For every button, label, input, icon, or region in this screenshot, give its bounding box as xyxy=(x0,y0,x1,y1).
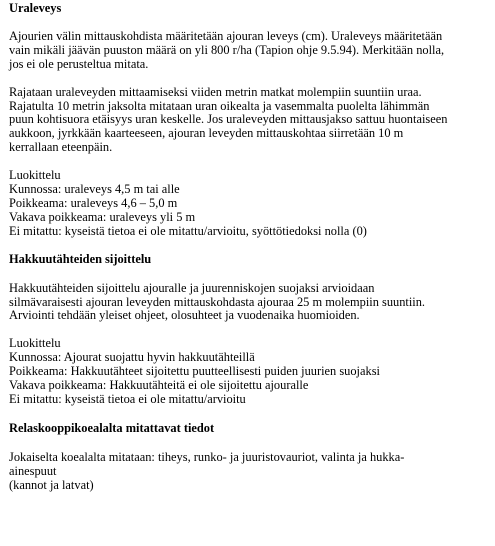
classification-item: Vakava poikkeama: Hakkuutähteitä ei ole sijoitettu ajouralle xyxy=(9,378,309,393)
text-line: Ajourien välin mittauskohdista määritetään ajouran leveys (cm). Uraleveys määritetään xyxy=(9,28,443,43)
text-line: Arviointi tehdään yleiset ohjeet, olosuhteet ja vuodenaika huomioiden. xyxy=(9,308,360,323)
text-line: puun kohtisuora etäisyys uran keskelle. Jos uraleveyden mittausjakso sattuu huontaiseen xyxy=(9,112,448,127)
text-line: aukkoon, jyrkkään kaarteeseen, ajouran leveyden mittauskohtaa siirretään 10 m xyxy=(9,126,404,141)
relaskooppi-body-paragraph xyxy=(9,451,489,493)
classification-item: Vakava poikkeama: uraleveys yli 5 m xyxy=(9,209,196,224)
text-line: Jokaiselta koealalta mitataan: tiheys, runko- ja juuristovauriot, valinta ja hukka- xyxy=(9,449,405,464)
text-line: (kannot ja latvat) xyxy=(9,477,94,492)
hakkuutahteet-classification-list xyxy=(9,337,489,407)
text-line: silmävaraisesti ajouran leveyden mittauskohdasta ajouraa 25 m molempiin suuntiin. xyxy=(9,294,426,309)
text-line: jos ei ole perusteltua mitata. xyxy=(9,56,149,71)
classification-item: Ei mitattu: kyseistä tietoa ei ole mitattu/arvioitu, syöttötiedoksi nolla (0) xyxy=(9,223,367,238)
classification-title: Luokittelu xyxy=(9,168,61,183)
section-heading-uraleveys: Uraleveys xyxy=(9,1,62,15)
text-line: Rajataan uraleveyden mittaamiseksi viiden metrin matkat molempiin suuntiin uraa. xyxy=(9,84,422,99)
text-line: ainespuut xyxy=(9,463,57,478)
uraleveys-intro-paragraph xyxy=(9,30,489,72)
classification-item: Poikkeama: uraleveys 4,6 – 5,0 m xyxy=(9,195,178,210)
text-line: kerrallaan eteenpäin. xyxy=(9,140,113,155)
uraleveys-classification-list xyxy=(9,169,489,239)
classification-title: Luokittelu xyxy=(9,336,61,351)
classification-item: Ei mitattu: kyseistä tietoa ei ole mitattu/arvioitu xyxy=(9,391,246,406)
text-line: vain mikäli jäävän puuston määrä on yli 800 r/ha (Tapion ohje 9.5.94). Merkitään nolla, xyxy=(9,42,445,57)
document xyxy=(9,2,489,492)
hakkuutahteet-intro-paragraph xyxy=(9,282,489,324)
section-heading-relaskooppi: Relaskooppikoealalta mitattavat tiedot xyxy=(9,420,215,435)
text-line: Rajatulta 10 metrin jaksolta mitataan uran oikealta ja vasemmalta puolelta lähimmän xyxy=(9,98,430,113)
classification-item: Poikkeama: Hakkuutähteet sijoitettu puutteellisesti puiden juurien suojaksi xyxy=(9,364,380,379)
classification-item: Kunnossa: uraleveys 4,5 m tai alle xyxy=(9,182,180,197)
classification-item: Kunnossa: Ajourat suojattu hyvin hakkuutähteillä xyxy=(9,350,255,365)
text-line: Hakkuutähteiden sijoittelu ajouralle ja juurenniskojen suojaksi arvioidaan xyxy=(9,280,375,295)
uraleveys-method-paragraph xyxy=(9,86,489,156)
section-heading-hakkuutahteet: Hakkuutähteiden sijoittelu xyxy=(9,251,152,266)
